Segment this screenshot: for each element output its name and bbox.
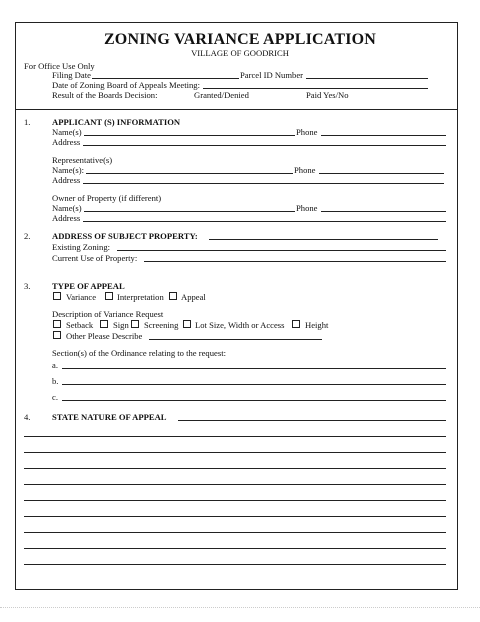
appeal-label: Appeal	[181, 292, 206, 302]
ordinance-a-label: a.	[52, 360, 58, 370]
section2-number: 2.	[24, 231, 31, 241]
page-edge	[0, 607, 480, 608]
appeal-checkbox[interactable]	[169, 292, 177, 300]
section4-number: 4.	[24, 412, 31, 422]
representative-heading: Representative(s)	[52, 155, 113, 165]
rep-phone-label: Phone	[294, 165, 316, 175]
section3-heading: TYPE OF APPEAL	[52, 281, 125, 291]
appeal-nature-field-3[interactable]	[24, 452, 446, 453]
screening-checkbox[interactable]	[131, 320, 139, 328]
other-label: Other Please Describe	[66, 331, 143, 341]
filing-date-label: Filing Date	[52, 70, 91, 80]
existing-zoning-label: Existing Zoning:	[52, 242, 111, 252]
office-divider	[15, 109, 458, 110]
section2-heading: ADDRESS OF SUBJECT PROPERTY:	[52, 231, 198, 241]
description-heading: Description of Variance Request	[52, 309, 164, 319]
meeting-date-field[interactable]	[203, 88, 428, 89]
rep-address-field[interactable]	[83, 183, 444, 184]
variance-checkbox[interactable]	[53, 292, 61, 300]
owner-address-label: Address	[52, 213, 81, 223]
form-title: ZONING VARIANCE APPLICATION	[103, 31, 377, 48]
lot-size-checkbox[interactable]	[183, 320, 191, 328]
appeal-nature-field-10[interactable]	[24, 564, 446, 565]
form-subtitle: VILLAGE OF GOODRICH	[191, 48, 289, 58]
appeal-nature-field-6[interactable]	[24, 500, 446, 501]
appeal-nature-field-9[interactable]	[24, 548, 446, 549]
height-label: Height	[305, 320, 329, 330]
applicant-phone-field[interactable]	[321, 135, 446, 136]
meeting-date-label: Date of Zoning Board of Appeals Meeting:	[52, 80, 200, 90]
sign-checkbox[interactable]	[100, 320, 108, 328]
section3-number: 3.	[24, 281, 31, 291]
height-checkbox[interactable]	[292, 320, 300, 328]
appeal-nature-field-1[interactable]	[178, 420, 446, 421]
ordinance-b-field[interactable]	[62, 384, 446, 385]
interpretation-label: Interpretation	[117, 292, 164, 302]
owner-phone-label: Phone	[296, 203, 318, 213]
rep-name-label: Name(s):	[52, 165, 84, 175]
other-description-field[interactable]	[149, 339, 322, 340]
current-use-label: Current Use of Property:	[52, 253, 138, 263]
setback-label: Setback	[66, 320, 94, 330]
applicant-address-label: Address	[52, 137, 81, 147]
other-checkbox[interactable]	[53, 331, 61, 339]
ordinance-c-field[interactable]	[62, 400, 446, 401]
ordinance-sections-heading: Section(s) of the Ordinance relating to the request:	[52, 348, 226, 358]
appeal-nature-field-4[interactable]	[24, 468, 446, 469]
section1-heading: APPLICANT (S) INFORMATION	[52, 117, 181, 127]
parcel-id-field[interactable]	[306, 78, 428, 79]
ordinance-a-field[interactable]	[62, 368, 446, 369]
current-use-field[interactable]	[144, 261, 446, 262]
lot-size-label: Lot Size, Width or Access	[195, 320, 285, 330]
ordinance-c-label: c.	[52, 392, 58, 402]
interpretation-checkbox[interactable]	[105, 292, 113, 300]
section4-heading: STATE NATURE OF APPEAL	[52, 412, 167, 422]
appeal-nature-field-7[interactable]	[24, 516, 446, 517]
owner-name-label: Name(s)	[52, 203, 82, 213]
appeal-nature-field-2[interactable]	[24, 436, 446, 437]
paid-label: Paid Yes/No	[306, 90, 349, 100]
form-frame	[15, 22, 458, 590]
setback-checkbox[interactable]	[53, 320, 61, 328]
rep-name-field[interactable]	[86, 173, 293, 174]
rep-phone-field[interactable]	[319, 173, 444, 174]
applicant-address-field[interactable]	[83, 145, 446, 146]
owner-address-field[interactable]	[83, 221, 446, 222]
sign-label: Sign	[113, 320, 129, 330]
rep-address-label: Address	[52, 175, 81, 185]
existing-zoning-field[interactable]	[117, 250, 446, 251]
granted-denied-label: Granted/Denied	[194, 90, 249, 100]
applicant-name-field[interactable]	[84, 135, 295, 136]
appeal-nature-field-5[interactable]	[24, 484, 446, 485]
screening-label: Screening	[144, 320, 179, 330]
section1-number: 1.	[24, 117, 31, 127]
ordinance-b-label: b.	[52, 376, 59, 386]
parcel-id-label: Parcel ID Number	[240, 70, 303, 80]
property-address-field[interactable]	[209, 239, 438, 240]
variance-label: Variance	[66, 292, 97, 302]
applicant-phone-label: Phone	[296, 127, 318, 137]
result-label: Result of the Boards Decision:	[52, 90, 158, 100]
filing-date-field[interactable]	[92, 78, 239, 79]
owner-phone-field[interactable]	[321, 211, 446, 212]
owner-name-field[interactable]	[84, 211, 295, 212]
applicant-name-label: Name(s)	[52, 127, 82, 137]
appeal-nature-field-8[interactable]	[24, 532, 446, 533]
office-use-heading: For Office Use Only	[24, 61, 95, 71]
owner-heading: Owner of Property (if different)	[52, 193, 162, 203]
